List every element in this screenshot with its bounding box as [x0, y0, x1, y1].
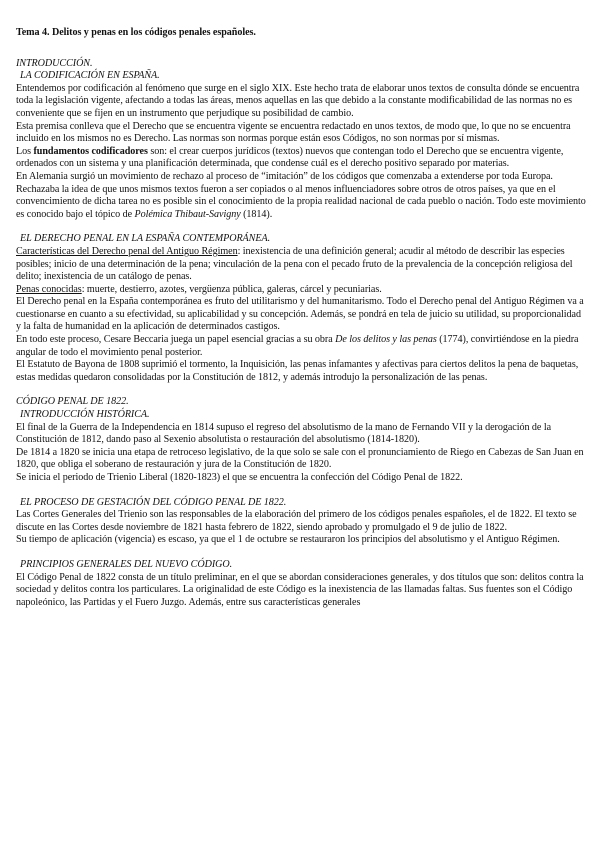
- spacer: [16, 485, 588, 497]
- paragraph: [16, 171, 588, 221]
- heading-principios-generales: PRINCIPIOS GENERALES DEL NUEVO CÓDIGO.: [20, 558, 233, 570]
- heading-proceso-gestacion: EL PROCESO DE GESTACIÓN DEL CÓDIGO PENAL DE 1822.: [20, 496, 287, 508]
- paragraph: Se inicia el periodo de Trienio Liberal (1820-1823) el que se encuentra la confección del Código Penal de 1822.: [16, 472, 463, 483]
- paragraph: De 1814 a 1820 se inicia una etapa de retroceso legislativo, de la que solo se sale con el pronunciamiento de Riego en Cabezas de San Juan en 1820, que obliga el soberano de restauración y jura de la Constitución de 1820.: [16, 446, 584, 471]
- paragraph: Entendemos por codificación al fenómeno que surge en el siglo XIX. Este hecho trata de elaborar unos textos de consulta dónde se encuentra toda la legislación vigente, afectando a todas las áreas, menos aquellas en las que debido a la constante modificabilidad de las normas no es conveniente que se fijen en un instrumento que perjudique su posibilidad de cambio.: [16, 82, 580, 119]
- paragraph: [16, 284, 588, 297]
- heading-codificacion: LA CODIFICACIÓN EN ESPAÑA.: [20, 70, 160, 82]
- bold-term: fundamentos codificadores: [33, 145, 148, 157]
- spacer: [16, 221, 588, 233]
- paragraph: Las Cortes Generales del Trienio son las responsables de la elaboración del primero de los códigos penales españoles, el de 1822. El texto se discute en las Cortes desde noviembre de 1821 hasta febrero de 1822, siendo aprobado y promulgado el 9 de julio de 1822.: [16, 509, 577, 533]
- document-body: [16, 27, 588, 609]
- text-run: Los: [16, 145, 34, 157]
- paragraph: Su tiempo de aplicación (vigencia) es escaso, ya que el 1 de octubre se restauraron los principios del absolutismo y el Antiguo Régimen.: [16, 534, 560, 546]
- text-run: En Alemania surgió un movimiento de rechazo al proceso de “imitación” de los códigos que comenzaba a extenderse por toda Europa. Rechazaba la idea de que unos mismos textos fueron a ser copiados o al menos influenciadores sobre otros de otros países, ya que en el convencimiento de dicha tarea no es posible sin el conocimiento de la propia realidad nacional de cada pueblo o nación. Todo este movimiento es conocido bajo el tópico de: [16, 170, 586, 220]
- paragraph: [16, 146, 588, 171]
- italic-term: Polémica Thibaut-Savigny: [134, 208, 241, 220]
- heading-introduccion-historica: INTRODUCCIÓN HISTÓRICA.: [20, 409, 150, 421]
- text-run: : inexistencia de una definición general; acudir al método de describir las especies posibles; inicio de una determinación de la pena; vinculación de la pena con el pecado fruto de la prevalencia de la concepción religiosa del delito; inexistencia de un catálogo de penas.: [16, 245, 573, 283]
- underlined-term: Características del Derecho penal del Antiguo Régimen: [16, 245, 238, 257]
- text-run: En todo este proceso, Cesare Beccaria juega un papel esencial gracias a su obra: [16, 334, 336, 346]
- paragraph: [16, 334, 588, 359]
- heading-derecho-penal: EL DERECHO PENAL EN LA ESPAÑA CONTEMPORÁNEA.: [20, 233, 271, 245]
- text-run: (1814).: [240, 208, 273, 220]
- paragraph: [16, 246, 588, 284]
- paragraph: El Derecho penal en la España contemporánea es fruto del utilitarismo y del humanitarismo. Todo el Derecho penal del Antiguo Régimen va a cuestionarse en cuanto a su efectividad, su aplicabilidad y su concepción. Además, se pondrá en tela de juicio su utilidad, su proporcionalidad y la falta de humanidad en la aplicación de determinados castigos.: [16, 296, 584, 333]
- paragraph: El final de la Guerra de la Independencia en 1814 supuso el regreso del absolutismo de la mano de Fernando VII y la derogación de la Constitución de 1812, dando paso al Sexenio absolutista o restauración del absolutismo (1814-1820).: [16, 421, 552, 446]
- paragraph: El Código Penal de 1822 consta de un título preliminar, en el que se abordan consideraciones generales, y dos títulos que son: delitos contra la sociedad y delitos contra los particulares. La originalidad de este Código es la inexistencia de las llamadas faltas. Sus fuentes son el Código napoleónico, las Partidas y el Fuero Juzgo. Además, entre sus características generales: [16, 571, 584, 608]
- underlined-term: Penas conocidas: [16, 283, 82, 295]
- text-run: son: el crear cuerpos jurídicos (textos) nuevos que contengan todo el Derecho que se encuentra vigente, ordenados con un sistema y una planificación determinada, que condense cuál es el derecho positivo separado por materias.: [16, 145, 564, 170]
- text-run: : muerte, destierro, azotes, vergüenza pública, galeras, cárcel y pecuniarias.: [81, 283, 382, 295]
- text-run: (1774), convirtiéndose en la piedra angular de todo el movimiento penal posterior.: [16, 334, 579, 358]
- spacer: [16, 547, 588, 559]
- paragraph: El Estatuto de Bayona de 1808 suprimió el tormento, la Inquisición, las penas infamantes y afectivas para ciertos delitos la pena de baquetas, estas medidas quedaron consolidadas por la Constitución de 1812, y además introdujo la personalización de las penas.: [16, 359, 579, 383]
- italic-term: De los delitos y las penas: [335, 334, 437, 346]
- heading-codigo-penal-1822: CÓDIGO PENAL DE 1822.: [16, 396, 129, 408]
- paragraph: Esta premisa conlleva que el Derecho que se encuentra vigente se encuentra redactado en unos textos, de modo que, lo que no se encuentra incluido en los mismos no es Derecho. Las normas son normas porque están esos Códigos, no son normas por sí mismas.: [16, 120, 571, 145]
- spacer: [16, 384, 588, 396]
- heading-introduccion: INTRODUCCIÓN.: [16, 57, 93, 69]
- document-title: Tema 4. Delitos y penas en los códigos penales españoles.: [16, 27, 256, 38]
